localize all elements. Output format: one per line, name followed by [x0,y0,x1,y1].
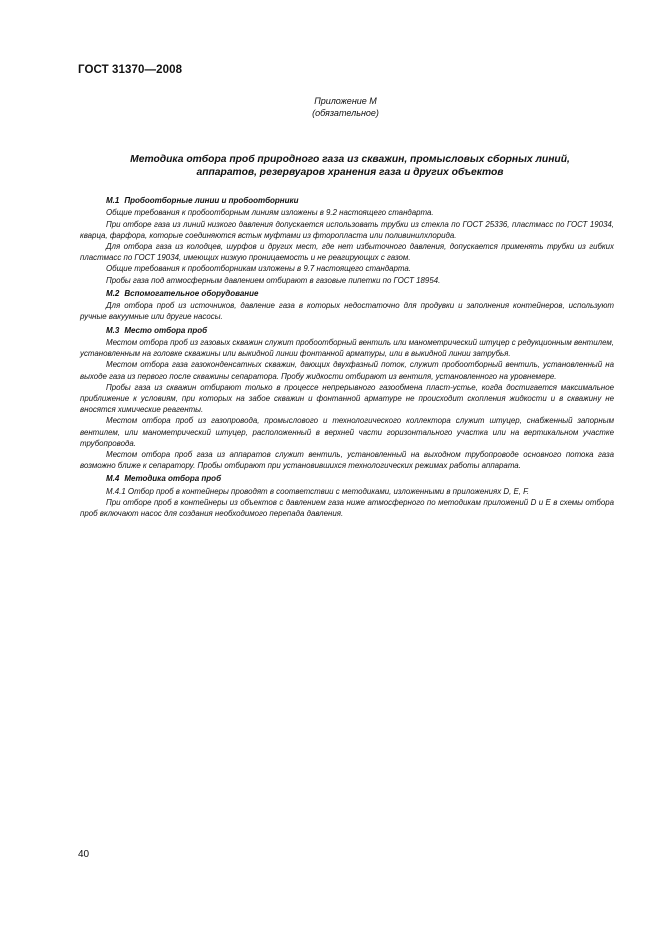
section-title: Методика отбора проб [124,474,222,484]
paragraph: Местом отбора проб газа из аппаратов служит вентиль, установленный на выходном трубопроводе основного потока газа возможно ближе к сепаратору. Пробы отбирают при установившихся технологических режимах работы аппарата. [80,450,614,471]
annex-heading [0,95,661,119]
section-heading [80,473,614,484]
section-title: Место отбора проб [124,325,208,335]
document-body [80,193,614,520]
annex-status: (обязательное) [312,108,379,118]
paragraph: Общие требования к пробоотборникам изложены в 9.7 настоящего стандарта. [106,264,411,274]
section-number: М.2 [106,288,120,298]
paragraph: М.4.1 Отбор проб в контейнеры проводят в соответствии с методиками, изложенными в приложениях D, E, F. [106,486,530,496]
section-number: М.1 [106,196,120,205]
paragraph: Пробы газа под атмосферным давлением отбирают в газовые пипетки по ГОСТ 18954. [106,275,441,285]
paragraph: Для отбора проб из источников, давление газа в которых недостаточно для продувки и заполнения контейнеров, используют ручные вакуумные или другие насосы. [80,301,614,322]
paragraph: Пробы газа из скважин отбирают только в процессе непрерывного газообмена пласт-устье, когда достигается максимальное приближение к условиям, при которых на забое скважин и фонтанной арматуре не происходит скопления жидкости и в скважину не вносятся химические реагенты. [80,382,614,415]
annex-main-title-line-1: Методика отбора проб природного газа из скважин, промысловых сборных линий, [130,154,570,165]
section-heading [80,288,614,299]
paragraph: При отборе газа из линий низкого давления допускается использовать трубки из стекла по ГОСТ 25336, пластмасс по ГОСТ 19034, кварца, фарфора, которые соединяются встык муфтами из фторопласта или поливинилхлорида. [80,219,614,240]
paragraph: При отборе проб в контейнеры из объектов с давлением газа ниже атмосферного по методикам приложений D и E в схемы отбора проб включают насос для создания необходимого перепада давления. [80,498,614,519]
paragraph: Общие требования к пробоотборным линиям изложены в 9.2 настоящего стандарта. [106,208,434,218]
page-number: 40 [78,849,90,860]
section-number: М.4 [106,474,120,484]
annex-main-title [80,153,620,179]
section-title: Пробоотборные линии и пробоотборники [124,196,299,205]
paragraph: Местом отбора проб из газопровода, промыслового и технологического коллектора служит штуцер, снабженный запорным вентилем, или манометрический штуцер, расположенный в верхней части горизонтального участка или на вертикальном участке трубопровода. [80,416,614,448]
paragraph: Местом отбора газа газоконденсатных скважин, дающих двухфазный поток, служит пробоотборный вентиль, установленный на выходе газа из первого после скважины сепаратора. Пробу жидкости отбирают из вентиля, установленного на уровнемере. [80,360,614,381]
annex-main-title-line-2: аппаратов, резервуаров хранения газа и других объектов [196,167,504,178]
section-heading [80,325,614,336]
section-heading [80,195,614,206]
document-standard-header: ГОСТ 31370—2008 [78,64,183,76]
section-title: Вспомогательное оборудование [124,288,259,298]
paragraph: Местом отбора проб из газовых скважин служит пробоотборный вентиль или манометрический штуцер с редукционным вентилем, установленным на головке скважины или выкидной линии фонтанной арматуры, или в выкидной линии затрубья. [80,338,614,359]
annex-title: Приложение М [314,96,377,106]
paragraph: Для отбора газа из колодцев, шурфов и других мест, где нет избыточного давления, допускается применять трубки из гибких пластмасс по ГОСТ 19034, имеющих низкую проницаемость и не реагирующих с газом. [80,242,614,263]
section-number: М.3 [106,325,120,335]
